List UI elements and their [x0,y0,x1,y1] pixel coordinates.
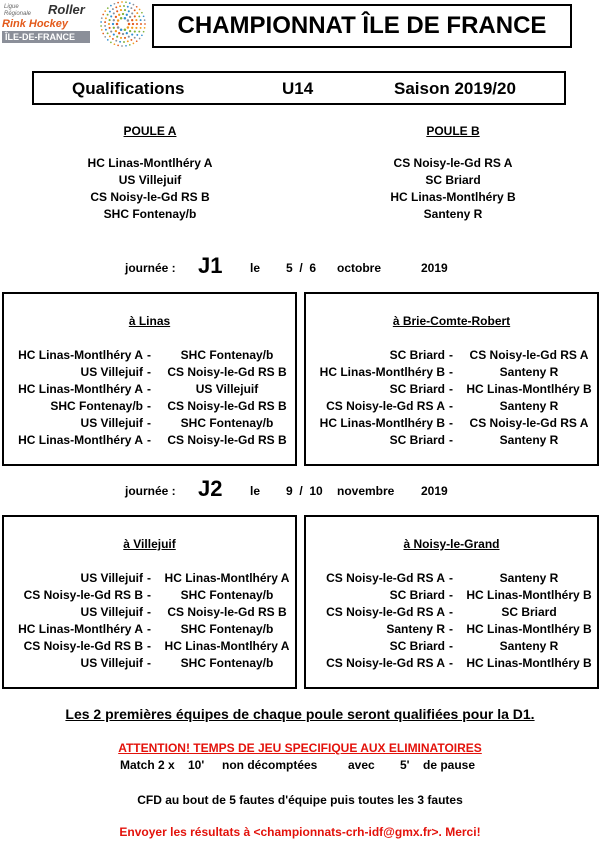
match-row [306,656,597,672]
home-team: SC Briard [389,348,445,362]
match-dash: - [147,348,151,362]
match-dash: - [449,348,453,362]
match-row [306,416,597,432]
match-dash: - [147,399,151,413]
away-team: SC Briard [501,605,557,619]
journee-2-header [0,475,600,505]
away-team: HC Linas-Montlhéry B [466,622,592,636]
away-team: HC Linas-Montlhéry A [164,571,290,585]
match-row [306,571,597,587]
match-row [306,399,597,415]
away-team: HC Linas-Montlhéry B [466,588,592,602]
match-row [4,656,295,672]
away-team: SHC Fontenay/b [180,588,274,602]
journee-le: le [250,261,261,275]
journee-code: J2 [198,476,223,501]
away-team: CS Noisy-le-Gd RS B [167,433,287,447]
journee-1-header [0,252,600,282]
team-list [50,155,250,223]
match-dash: - [147,433,151,447]
match-dash: - [449,622,453,636]
match-dash: - [449,382,453,396]
match-row [306,433,597,449]
away-team: SHC Fontenay/b [180,348,274,362]
venue-title: à Villejuif [123,537,176,551]
away-team: CS Noisy-le-Gd RS B [167,605,287,619]
home-team: SC Briard [389,382,445,396]
logo-roller-text: Roller [48,2,85,17]
match-dash: - [147,588,151,602]
match-row [4,416,295,432]
journee-month: octobre [337,261,382,275]
match-duration-info [0,758,600,774]
home-team: Santeny R [386,622,445,636]
match-count: Match 2 x [120,758,175,772]
home-team: SC Briard [389,639,445,653]
match-dash: - [147,416,151,430]
home-team: SC Briard [389,433,445,447]
home-team: HC Linas-Montlhéry A [18,382,143,396]
match-row [4,571,295,587]
away-team: CS Noisy-le-Gd RS A [469,348,589,362]
away-team: Santeny R [499,365,559,379]
match-row [4,382,295,398]
home-team: HC Linas-Montlhéry A [18,348,143,362]
home-team: US Villejuif [80,605,143,619]
team-item: Santeny R [423,207,483,221]
match-dash: - [147,382,151,396]
home-team: SC Briard [389,588,445,602]
team-item: US Villejuif [118,173,182,187]
away-team: HC Linas-Montlhéry A [164,639,290,653]
home-team: HC Linas-Montlhéry B [319,365,445,379]
home-team: US Villejuif [80,416,143,430]
home-team: US Villejuif [80,571,143,585]
poule-a [50,124,250,223]
match-dash: - [449,365,453,379]
journee-year: 2019 [421,261,448,275]
attention-notice: ATTENTION! TEMPS DE JEU SPECIFIQUE AUX ELIMINATOIRES [118,741,482,755]
match-row [4,639,295,655]
away-team: HC Linas-Montlhéry B [466,382,592,396]
match-duration: 10' [188,758,205,772]
home-team: HC Linas-Montlhéry B [319,416,445,430]
pause-duration: 5' [400,758,410,772]
match-dash: - [449,399,453,413]
journee-le: le [250,484,261,498]
match-row [306,588,597,604]
journee-label: journée : [125,484,176,498]
home-team: CS Noisy-le-Gd RS B [23,639,143,653]
match-row [306,605,597,621]
match-row [306,348,597,364]
poule-title: POULE A [123,124,177,138]
home-team: CS Noisy-le-Gd RS A [326,656,445,670]
home-team: HC Linas-Montlhéry A [18,433,143,447]
venue-title: à Brie-Comte-Robert [392,314,511,328]
logo-rink-text: Rink Hockey [2,18,69,30]
qualification-notice: Les 2 premières équipes de chaque poule seront qualifiées pour la D1. [65,706,535,722]
match-dash: - [147,639,151,653]
venue-box-brie [304,292,599,466]
home-team: HC Linas-Montlhéry A [18,622,143,636]
match-row [4,365,295,381]
qualification-banner [32,71,566,105]
match-row [306,382,597,398]
match-row [4,622,295,638]
team-item: HC Linas-Montlhéry A [87,156,213,170]
match-dash: - [449,588,453,602]
ligue-logo [0,0,150,48]
away-team: Santeny R [499,571,559,585]
team-item: SHC Fontenay/b [103,207,197,221]
category-label: U14 [282,79,314,98]
cfd-rule: CFD au bout de 5 fautes d'équipe puis toutes les 3 fautes [137,793,463,807]
away-team: Santeny R [499,399,559,413]
avec-label: avec [348,758,375,772]
away-team: SHC Fontenay/b [180,416,274,430]
home-team: US Villejuif [80,656,143,670]
away-team: SHC Fontenay/b [180,656,274,670]
send-results-notice: Envoyer les résultats à <championnats-crh-idf@gmx.fr>. Merci! [119,825,481,839]
match-row [4,605,295,621]
team-item: SC Briard [425,173,481,187]
match-dash: - [147,656,151,670]
match-dash: - [449,416,453,430]
team-item: CS Noisy-le-Gd RS B [90,190,210,204]
non-decompte: non décomptées [222,758,318,772]
qualification-label: Qualifications [72,79,185,98]
home-team: US Villejuif [80,365,143,379]
team-item: CS Noisy-le-Gd RS A [393,156,513,170]
away-team: SHC Fontenay/b [180,622,274,636]
venue-box-noisy [304,515,599,689]
home-team: CS Noisy-le-Gd RS A [326,605,445,619]
match-dash: - [449,571,453,585]
away-team: US Villejuif [195,382,259,396]
logo-ligue-text: Ligue Régionale [4,4,32,17]
match-row [4,433,295,449]
match-dash: - [147,622,151,636]
journee-days: 9 / 10 [286,484,323,498]
match-dash: - [449,639,453,653]
away-team: Santeny R [499,639,559,653]
poule-b [353,124,553,223]
home-team: CS Noisy-le-Gd RS A [326,399,445,413]
venue-title: à Linas [128,314,171,328]
match-dash: - [449,433,453,447]
match-dash: - [449,605,453,619]
page-title: CHAMPIONNAT ÎLE DE FRANCE [152,4,572,48]
home-team: SHC Fontenay/b [50,399,143,413]
journee-days: 5 / 6 [286,261,317,275]
home-team: CS Noisy-le-Gd RS B [23,588,143,602]
away-team: CS Noisy-le-Gd RS B [167,399,287,413]
pause-label: de pause [423,758,476,772]
away-team: Santeny R [499,433,559,447]
poule-title: POULE B [426,124,480,138]
team-list [353,155,553,223]
match-row [306,622,597,638]
team-item: HC Linas-Montlhéry B [390,190,516,204]
logo-dots-icon [94,0,152,48]
away-team: HC Linas-Montlhéry B [466,656,592,670]
match-row [4,399,295,415]
away-team: CS Noisy-le-Gd RS A [469,416,589,430]
journee-month: novembre [337,484,395,498]
journee-year: 2019 [421,484,448,498]
away-team: CS Noisy-le-Gd RS B [167,365,287,379]
season-label: Saison 2019/20 [394,79,516,98]
match-dash: - [147,571,151,585]
match-dash: - [449,656,453,670]
match-row [306,639,597,655]
match-row [4,588,295,604]
home-team: CS Noisy-le-Gd RS A [326,571,445,585]
journee-code: J1 [198,253,223,278]
match-row [306,365,597,381]
journee-label: journée : [125,261,176,275]
logo-idf-text: ÎLE-DE-FRANCE [2,31,90,43]
match-dash: - [147,605,151,619]
venue-box-villejuif [2,515,297,689]
venue-title: à Noisy-le-Grand [403,537,500,551]
match-row [4,348,295,364]
match-dash: - [147,365,151,379]
venue-box-linas [2,292,297,466]
